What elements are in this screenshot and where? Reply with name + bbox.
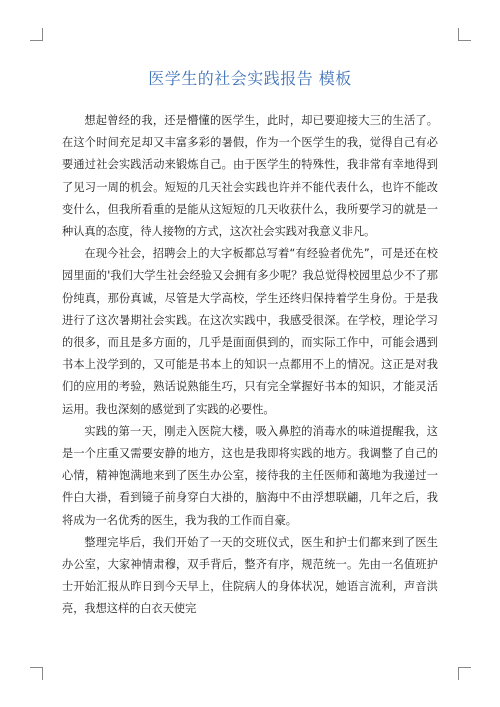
crop-mark-top-left <box>30 28 43 41</box>
crop-mark-bottom-right <box>458 667 471 680</box>
paragraph-1: 想起曾经的我，还是懵懂的医学生，此时，却已要迎接大三的生活了。在这个时间充足却又丰富多彩的暑假，作为一个医学生的我，觉得自己有必要通过社会实践活动来锻炼自己。由于医学生的特殊性，我非常有幸地得到了见习一周的机会。短短的几天社会实践也许并不能代表什么，也许不能改变什么，但我所看重的是能从这短短的几天收获什么，我所要学习的就是一种认真的态度，待人接物的方式，这次社会实践对我意义非凡。 <box>62 114 438 239</box>
crop-mark-bottom-left <box>30 667 43 680</box>
paragraph-3: 实践的第一天，刚走入医院大楼，吸入鼻腔的消毒水的味道提醒我，这是一个庄重又需要安静的地方，这也是我即将实践的地方。我调整了自己的心情，精神饱满地来到了医生办公室，接待我的主任医师和蔼地为我递过一件白大褂，看到镜子前身穿白大褂的，脑海中不由浮想联翩，几年之后，我将成为一名优秀的医生，我为我的工作而自豪。 <box>62 424 438 527</box>
paragraph-2: 在现今社会，招聘会上的大字板都总写着“有经验者优先”，可是还在校园里面的'我们大学生社会经验又会拥有多少呢？我总觉得校园里总少不了那份纯真，那份真诚，尽管是大学高校，学生还终归保持着学生身份。于是我进行了这次暑期社会实践。在这次实践中，我感受很深。在学校，理论学习的很多，而且是多方面的，几乎是面面俱到的，而实际工作中，可能会遇到书本上没学到的，又可能是书本上的知识一点都用不上的情况。这正是对我们的应用的考验，熟话说熟能生巧，只有完全掌握好书本的知识，才能灵活运用。我也深刻的感觉到了实践的必要性。 <box>62 247 438 416</box>
document-title: 医学生的社会实践报告 模板 <box>148 69 352 88</box>
document-body <box>62 110 438 621</box>
crop-mark-top-right <box>458 28 471 41</box>
paragraph-4: 整理完毕后，我们开始了一天的交班仪式，医生和护士们都来到了医生办公室，大家神情肃穆，双手背后，整齐有序，规范统一。先由一名值班护士开始汇报从昨日到今天早上，住院病人的身体状况，她语言流利，声音洪亮，我想这样的白衣天使完 <box>62 535 438 616</box>
